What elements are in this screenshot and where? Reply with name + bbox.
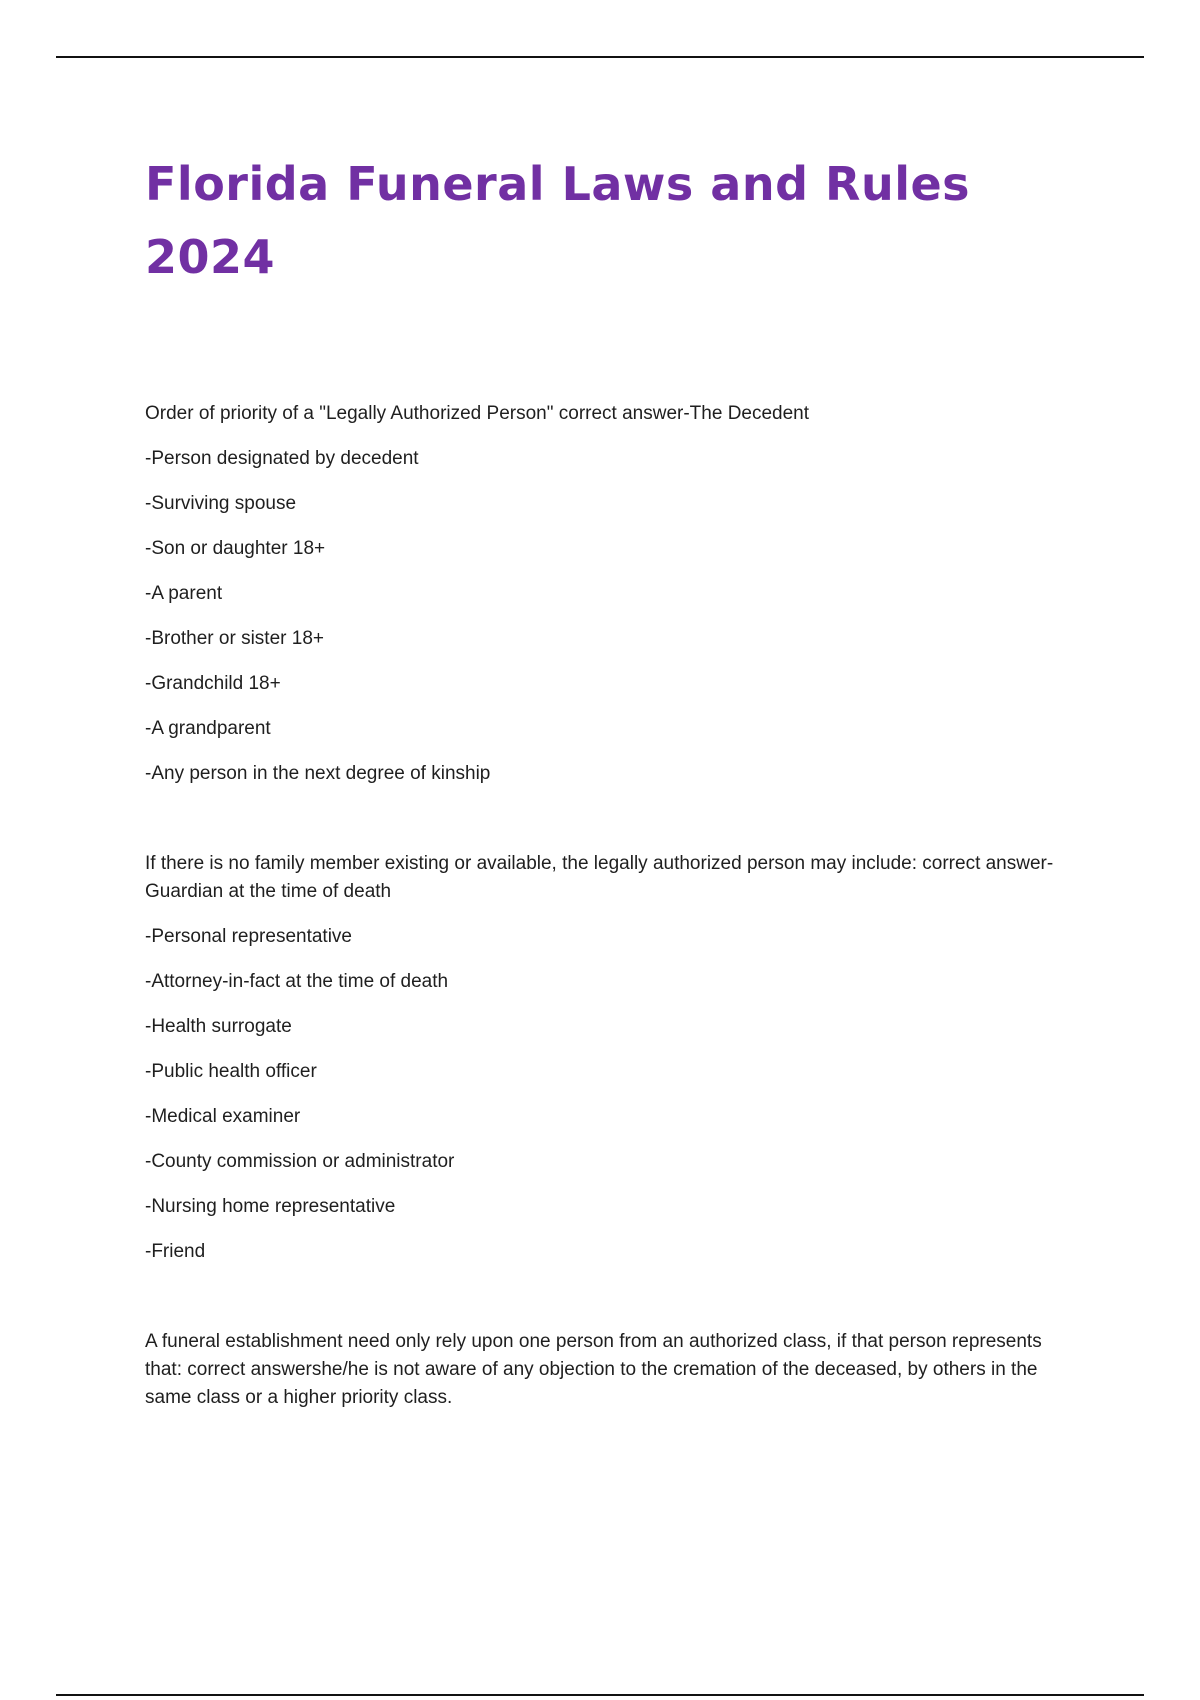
top-rule: [56, 56, 1144, 58]
qa-block-2: [145, 850, 1075, 1266]
document-title: [145, 148, 1045, 294]
qa-block-1: [145, 400, 1075, 788]
list-item: -County commission or administrator: [145, 1151, 455, 1172]
list-item: -Public health officer: [145, 1061, 317, 1082]
question-1: Order of priority of a "Legally Authorized Person" correct answer-The Decedent: [145, 403, 810, 424]
question-2: If there is no family member existing or available, the legally authorized person may include: correct answer-Guardian at the time of death: [145, 853, 1054, 902]
list-item: -A grandparent: [145, 718, 271, 739]
title-line-2: 2024: [145, 230, 276, 284]
bottom-rule: [56, 1694, 1144, 1696]
list-item: -Any person in the next degree of kinship: [145, 763, 491, 784]
list-item: -Surviving spouse: [145, 493, 297, 514]
list-item: -Grandchild 18+: [145, 673, 281, 694]
title-line-1: Florida Funeral Laws and Rules: [145, 157, 971, 211]
list-item: -A parent: [145, 583, 223, 604]
list-item: -Attorney-in-fact at the time of death: [145, 971, 449, 992]
list-item: -Brother or sister 18+: [145, 628, 324, 649]
question-3: A funeral establishment need only rely upon one person from an authorized class, if that person represents that: correct answershe/he is not aware of any objection to the cremation of the deceased, by others in the same class or a higher priority class.: [145, 1331, 1042, 1408]
list-item: -Nursing home representative: [145, 1196, 396, 1217]
list-item: -Health surrogate: [145, 1016, 292, 1037]
list-item: -Personal representative: [145, 926, 352, 947]
list-item: -Medical examiner: [145, 1106, 301, 1127]
document-body: [145, 400, 1075, 1412]
list-item: -Person designated by decedent: [145, 448, 419, 469]
list-item: -Son or daughter 18+: [145, 538, 326, 559]
list-item: -Friend: [145, 1241, 206, 1262]
qa-block-3: [145, 1328, 1075, 1412]
